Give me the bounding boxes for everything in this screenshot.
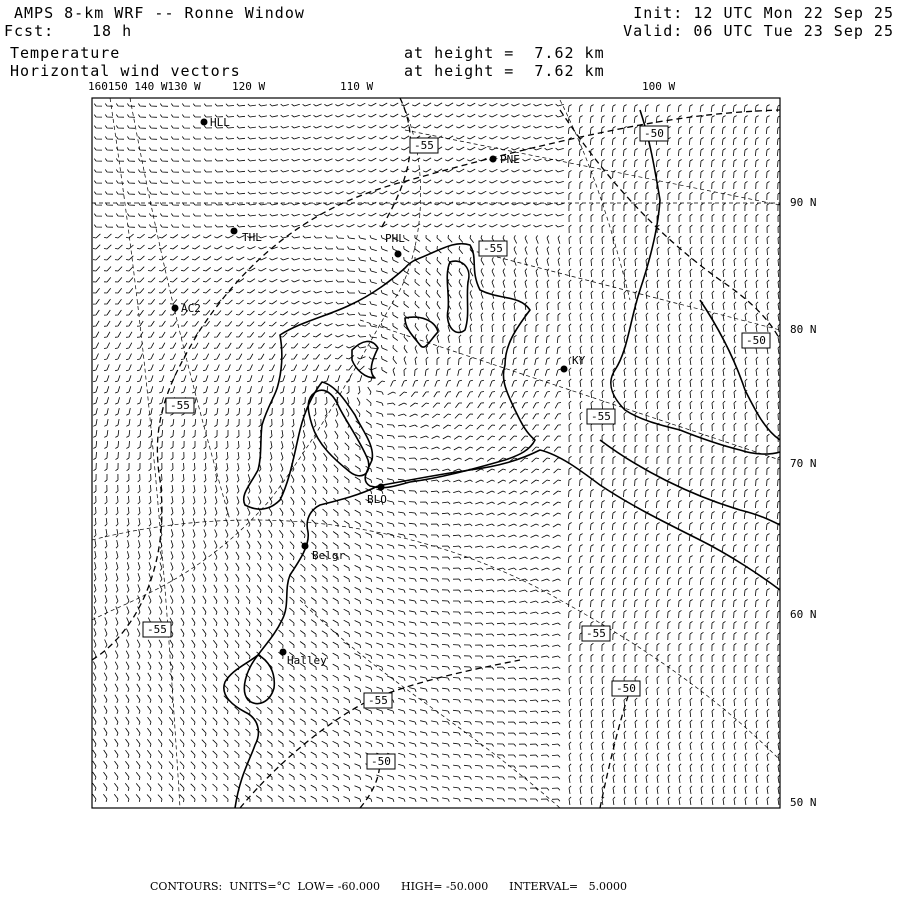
east-coast: [611, 110, 780, 454]
wind-barbs: [93, 103, 781, 805]
contour-info-footer: CONTOURS: UNITS=°C LOW= -60.000 HIGH= -50.000 INTERVAL= 5.0000: [150, 880, 628, 893]
contour-line-2: [380, 98, 410, 230]
contour-line-4: [240, 660, 520, 808]
station-label-ky: KY: [572, 354, 586, 367]
station-marker-thl: [231, 228, 238, 235]
contour-label-6: -55: [591, 410, 611, 423]
valid-time: Valid: 06 UTC Tue 23 Sep 25: [623, 22, 894, 40]
station-label-blo: BLO: [367, 493, 387, 506]
station-label-phl: PHL: [385, 232, 405, 245]
contour-label-8: -55: [586, 627, 606, 640]
station-label-pne: PNE: [500, 153, 520, 166]
field1-height: at height = 7.62 km: [404, 44, 605, 62]
station-labels: [181, 116, 586, 667]
contour-label-5: -55: [170, 399, 190, 412]
forecast-label: Fcst:: [4, 22, 55, 40]
contour-label-9: -50: [616, 682, 636, 695]
lat-label-60: 60 N: [790, 608, 817, 621]
south-coast: [378, 450, 780, 590]
contour-label-1: -50: [644, 127, 664, 140]
contour-value-labels: [143, 126, 770, 769]
peninsula-coast: [224, 486, 378, 808]
lon-label-100: 100 W: [642, 80, 676, 93]
station-label-hll: HLL: [210, 116, 230, 129]
lat-label-80: 80 N: [790, 323, 817, 336]
station-label-belgr: Belgr: [312, 549, 346, 562]
map-title: AMPS 8-km WRF -- Ronne Window: [14, 4, 305, 22]
contour-line-6: [600, 690, 630, 808]
station-marker-ac2: [172, 305, 179, 312]
lon-label-160-130: 160150 140 W130 W: [88, 80, 201, 93]
station-marker-halley: [280, 649, 287, 656]
contour-label-4: -50: [746, 334, 766, 347]
field1-name: Temperature: [10, 44, 121, 62]
stations: [172, 119, 568, 656]
meridian-a: [405, 130, 780, 205]
init-time: Init: 12 UTC Mon 22 Sep 25: [633, 4, 894, 22]
station-marker-blo: [378, 484, 385, 491]
contour-label-3: -55: [483, 242, 503, 255]
station-label-thl: THL: [242, 231, 262, 244]
field2-name: Horizontal wind vectors: [10, 62, 241, 80]
contour-line-1: [92, 110, 780, 660]
station-marker-belgr: [302, 543, 309, 550]
contour-label-10: -55: [368, 694, 388, 707]
contour-label-2: -55: [414, 139, 434, 152]
lon-label-120: 120 W: [232, 80, 266, 93]
station-label-halley: Halley: [287, 654, 327, 667]
lat-label-90: 90 N: [790, 196, 817, 209]
parallel-60: [92, 520, 780, 760]
station-marker-ky: [561, 366, 568, 373]
lon-label-110: 110 W: [340, 80, 374, 93]
forecast-value: 18 h: [92, 22, 133, 40]
station-marker-pne: [490, 156, 497, 163]
lat-label-70: 70 N: [790, 457, 817, 470]
station-marker-hll: [201, 119, 208, 126]
lat-label-50: 50 N: [790, 796, 817, 809]
meridian-g: [110, 98, 180, 808]
station-marker-phl: [395, 251, 402, 258]
station-label-ac2: AC2: [181, 302, 201, 315]
wind-vector-field: [93, 103, 781, 805]
field2-height: at height = 7.62 km: [404, 62, 605, 80]
contour-label-11: -50: [371, 755, 391, 768]
contour-label-7: -55: [147, 623, 167, 636]
ice-rise-1: [405, 317, 438, 347]
